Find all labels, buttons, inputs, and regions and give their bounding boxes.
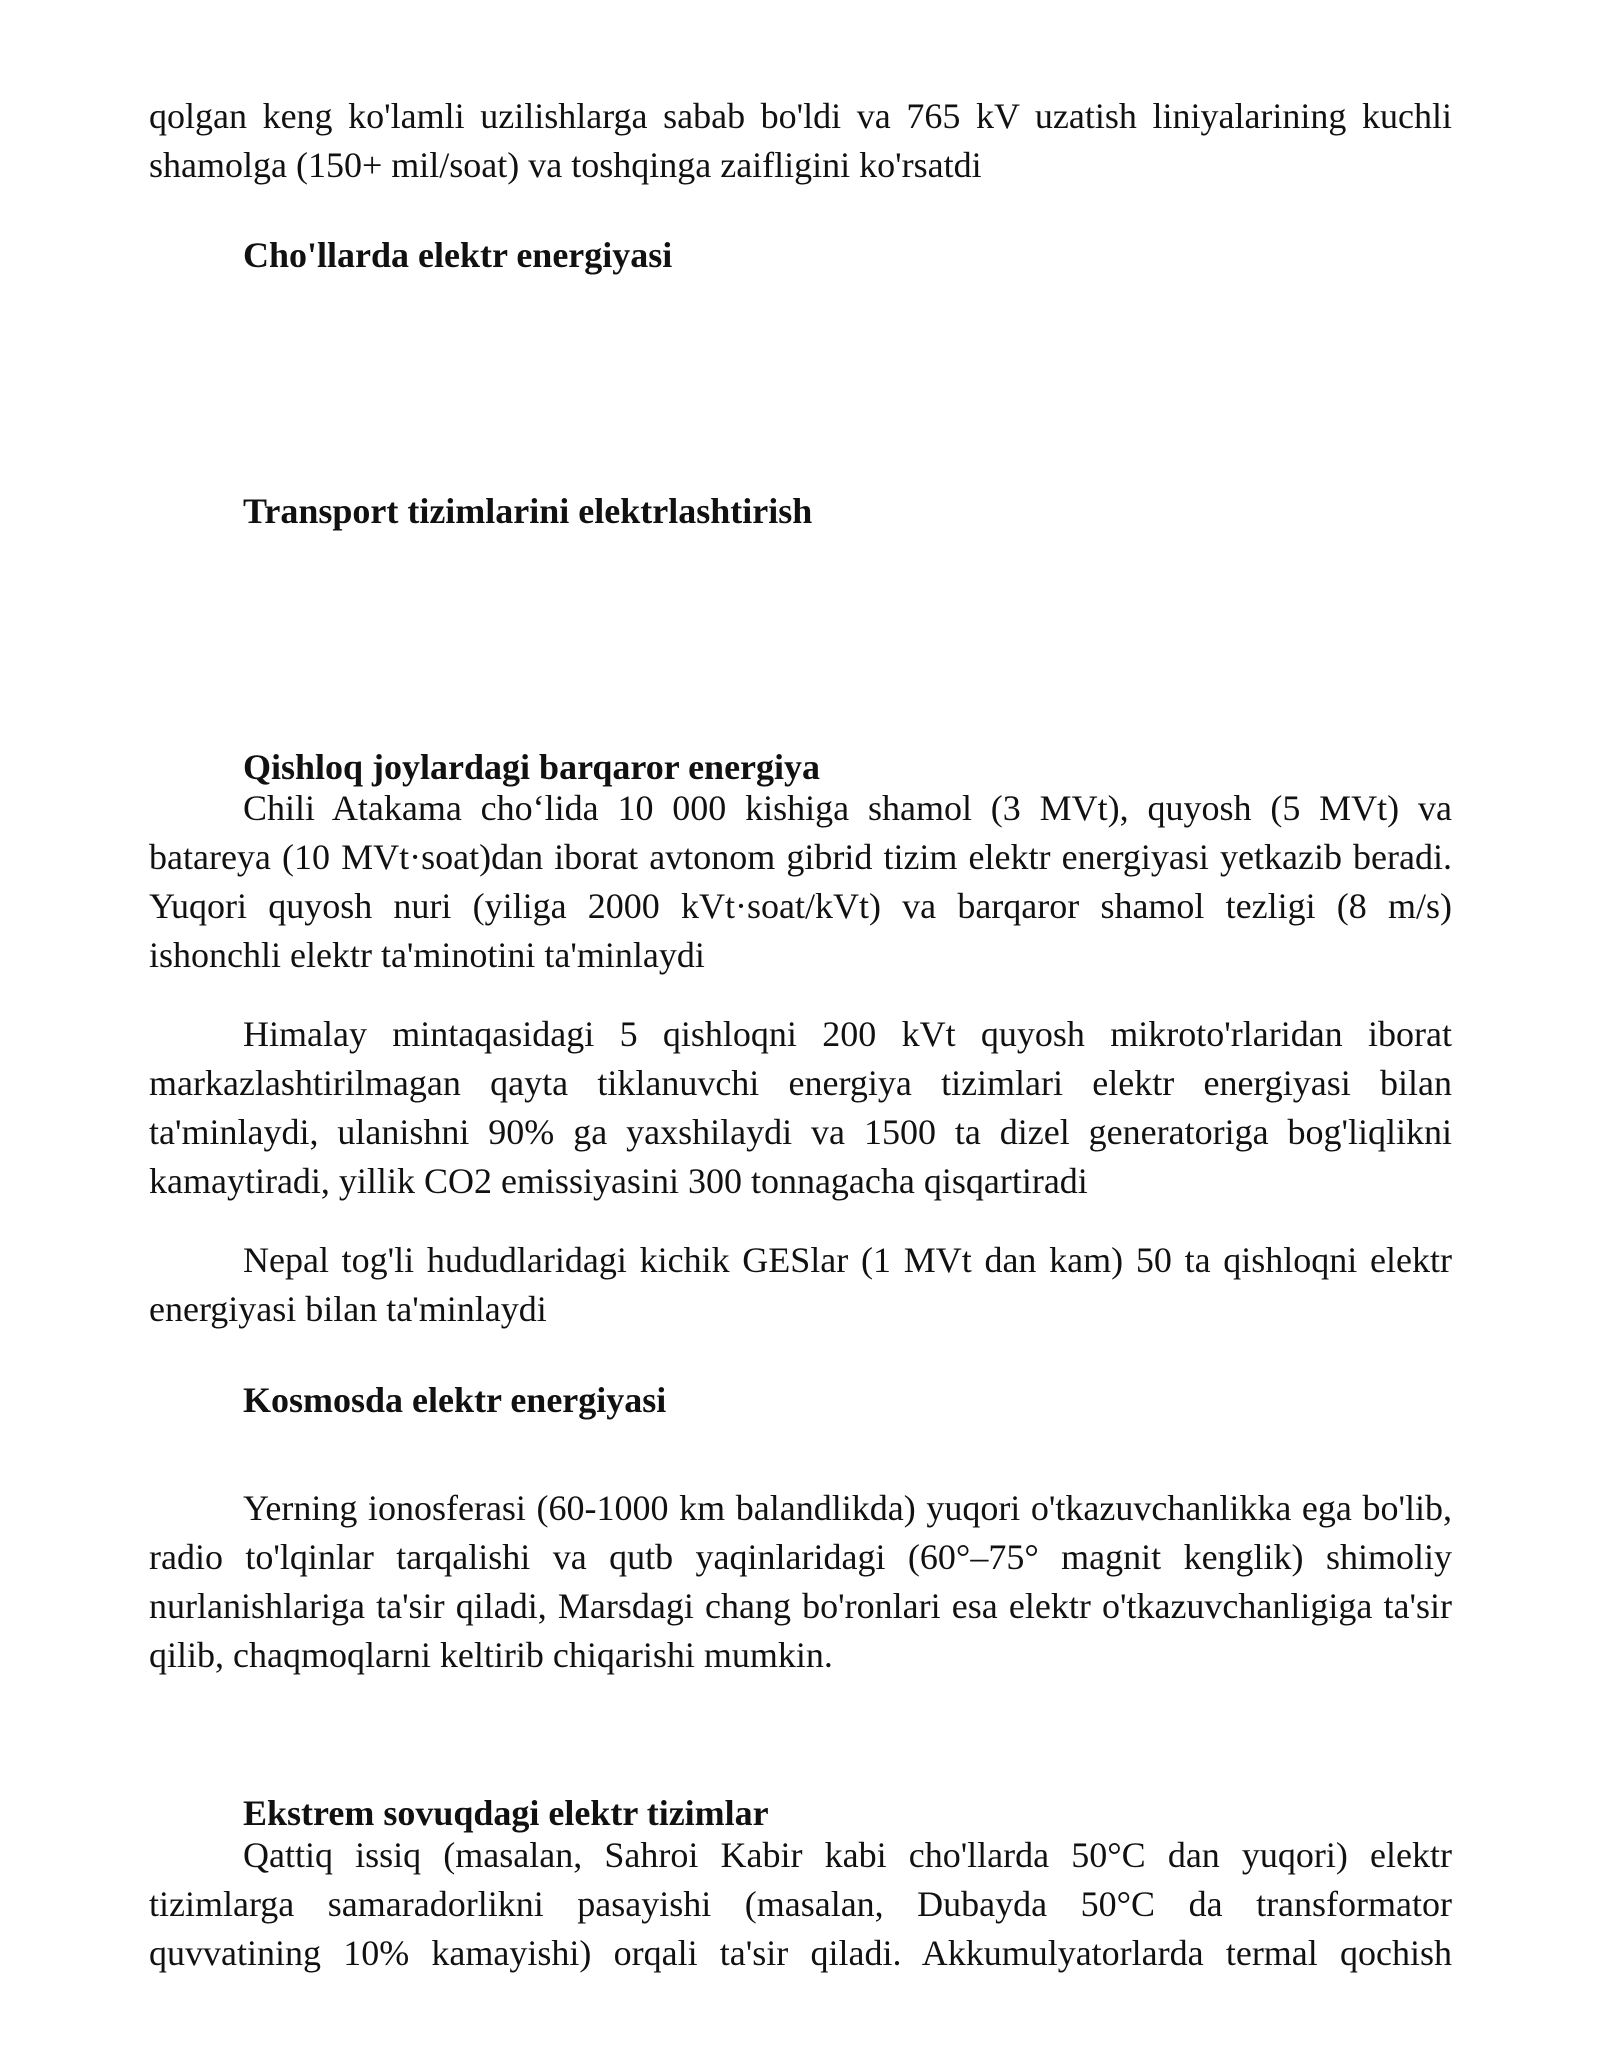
paragraph-himalaya: Himalay mintaqasidagi 5 qishloqni 200 kVt quyosh mikroto'rlaridan iborat markazlashtirilmagan qayta tiklanuvchi energiya tizimlari elektr energiyasi bilan ta'minlaydi, ulanishni 90% ga yaxshilaydi va 1500 ta dizel generatoriga bog'liqlikni kamaytiradi, yillik CO2 emissiyasini 300 tonnagacha qisqartiradi <box>149 1014 1452 1201</box>
paragraph-ionosphere: Yerning ionosferasi (60-1000 km balandlikda) yuqori o'tkazuvchanlikka ega bo'lib, radio to'lqinlar tarqalishi va qutb yaqinlaridagi (60°–75° magnit kenglik) shimoliy nurlanishlariga ta'sir qiladi, Marsdagi chang bo'ronlari esa elektr o'tkazuvchanligiga ta'sir qilib, chaqmoqlarni keltirib chiqarishi mumkin. <box>149 1488 1452 1675</box>
section-heading-transport: Transport tizimlarini elektrlashtirish <box>243 491 813 531</box>
section-heading-deserts: Cho'llarda elektr energiyasi <box>243 235 673 275</box>
continuation-paragraph: qolgan keng ko'lamli uzilishlarga sabab bo'ldi va 765 kV uzatish liniyalarining kuchli shamolga (150+ mil/soat) va toshqinga zaifligini ko'rsatdi <box>149 96 1452 185</box>
section-heading-space: Kosmosda elektr energiyasi <box>243 1380 667 1420</box>
paragraph-nepal: Nepal tog'li hududlaridagi kichik GESlar (1 MVt dan kam) 50 ta qishloqni elektr energiyasi bilan ta'minlaydi <box>149 1240 1452 1329</box>
section-heading-rural-energy: Qishloq joylardagi barqaror energiya <box>243 747 821 787</box>
section-heading-extreme-cold: Ekstrem sovuqdagi elektr tizimlar <box>243 1793 769 1833</box>
paragraph-extreme-heat: Qattiq issiq (masalan, Sahroi Kabir kabi cho'llarda 50°C dan yuqori) elektr tizimlarga samaradorlikni pasayishi (masalan, Dubayda 50°C da transformator quvvatining 10% kamayishi) orqali ta'sir qiladi. Akkumulyatorlarda termal qochish <box>149 1835 1452 1973</box>
paragraph-atacama: Chili Atakama cho‘lida 10 000 kishiga shamol (3 MVt), quyosh (5 MVt) va batareya (10 MVt·soat)dan iborat avtonom gibrid tizim elektr energiyasi yetkazib beradi. Yuqori quyosh nuri (yiliga 2000 kVt·soat/kVt) va barqaror shamol tezligi (8 m/s) ishonchli elektr ta'minotini ta'minlaydi <box>149 788 1452 975</box>
